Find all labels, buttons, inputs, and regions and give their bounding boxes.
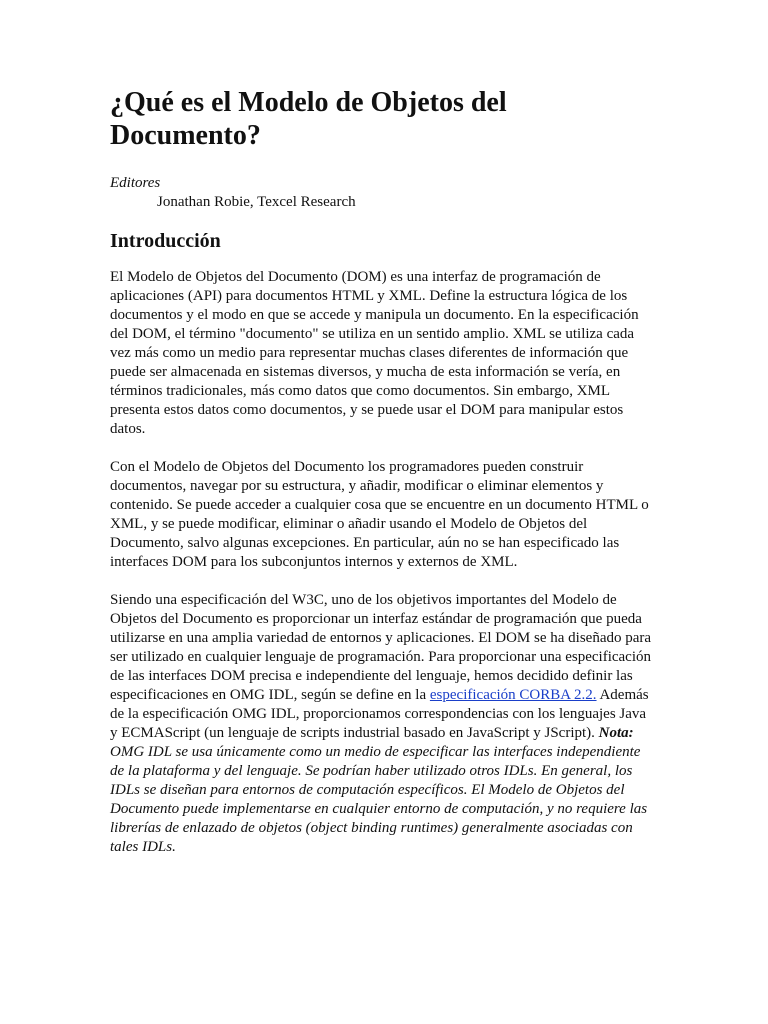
paragraph-1: El Modelo de Objetos del Documento (DOM) es una interfaz de programación de aplicaciones (API) para documentos HTML y XML. Define la estructura lógica de los documentos y el modo en que se accede y manipula un documento. En la especificación del DOM, el término "documento" se utiliza en un sentido amplio. XML se utiliza cada vez más como un medio para representar muchas clases diferentes de información que puede ser almacenada en sistemas diversos, y mucha de esta información se vería, en términos tradicionales, más como datos que como documentos. Sin embargo, XML presenta estos datos como documentos, y se puede usar el DOM para manipular estos datos.: [110, 269, 639, 437]
document-page: [110, 86, 656, 876]
paragraph-3: [110, 591, 656, 857]
editors-label: Editores: [110, 175, 161, 191]
note-label: Nota:: [598, 725, 634, 741]
section-heading-introduccion: Introducción: [110, 230, 221, 252]
paragraph-3-text-after-link: Además de la especificación OMG IDL, proporcionamos correspondencias con los lenguajes Java y ECMAScript (un lenguaje de scripts industrial basado en JavaScript y JScript).: [110, 687, 649, 741]
paragraph-2: Con el Modelo de Objetos del Documento los programadores pueden construir documentos, navegar por su estructura, y añadir, modificar o eliminar elementos y contenido. Se puede acceder a cualquier cosa que se encuentre en un documento HTML o XML, y se puede modificar, eliminar o añadir usando el Modelo de Objetos del Documento, salvo algunas excepciones. En particular, aún no se han especificado las interfaces DOM para los subconjuntos internos y externos de XML.: [110, 459, 649, 570]
corba-spec-link[interactable]: especificación CORBA 2.2.: [429, 687, 597, 703]
page-title: ¿Qué es el Modelo de Objetos del Documento?: [110, 87, 507, 151]
editors-block: [110, 174, 656, 212]
paragraph-3-text-before-link: Siendo una especificación del W3C, uno de los objetivos importantes del Modelo de Objetos del Documento es proporcionar un interfaz estándar de programación que pueda utilizarse en una amplia variedad de entornos y aplicaciones. El DOM se ha diseñado para ser utilizado en cualquier lenguaje de programación. Para proporcionar una especificación de las interfaces DOM precisa e independiente del lenguaje, hemos decidido definir las especificaciones en OMG IDL, según se define en la: [110, 592, 652, 703]
note-text: OMG IDL se usa únicamente como un medio de especificar las interfaces independiente de la plataforma y del lenguaje. Se podrían haber utilizado otros IDLs. En general, los IDLs se diseñan para entornos de computación específicos. El Modelo de Objetos del Documento puede implementarse en cualquier entorno de computación, y no requiere las librerías de enlazado de objetos (object binding runtimes) generalmente asociadas con tales IDLs.: [110, 744, 648, 855]
editor-name: Jonathan Robie, Texcel Research: [157, 194, 356, 210]
